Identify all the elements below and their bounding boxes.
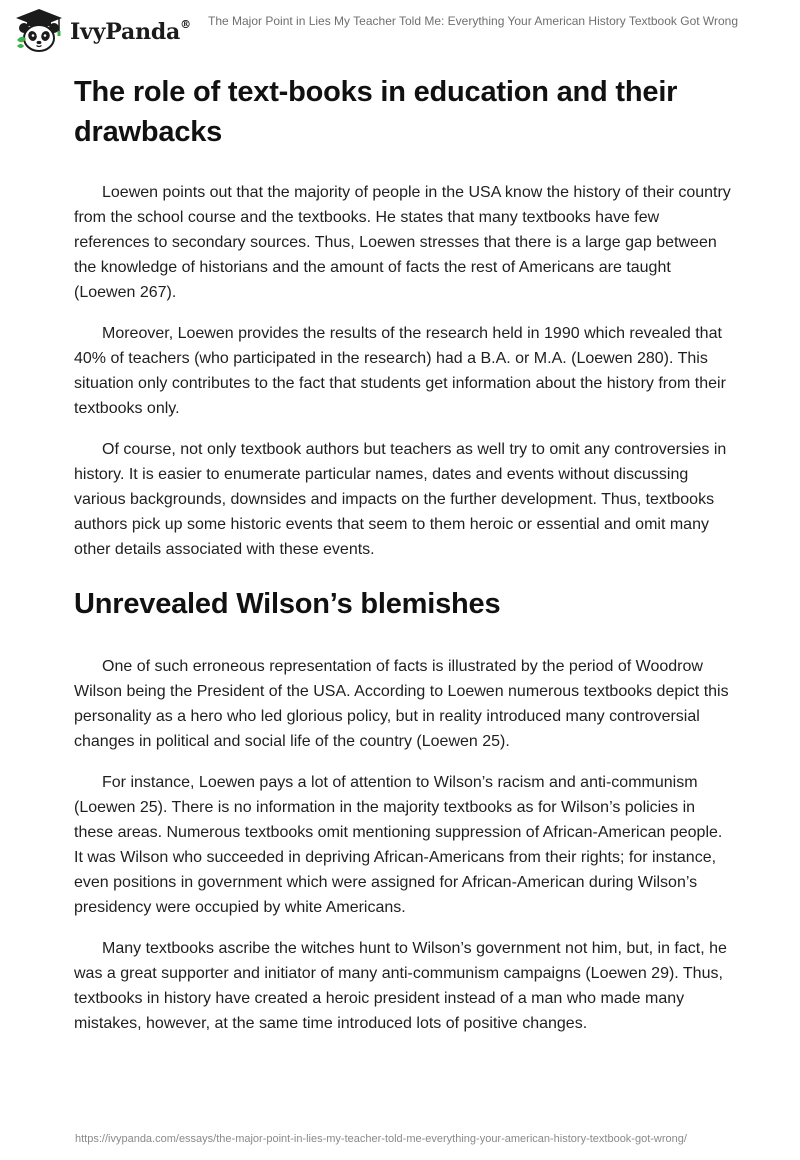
paragraph: For instance, Loewen pays a lot of attention to Wilson’s racism and anti-communism (Loewen 25). There is no information in the majority textbooks as for Wilson’s policies in these areas. Numerous textbooks omit mentioning suppression of African-American people. It was Wilson who succeeded in depriving African-Americans from their rights; for instance, even positions in government which were assigned for African-American during Wilson’s presidency were occupied by white Americans. (74, 774, 723, 916)
registered-mark: ® (180, 17, 191, 31)
brand-name: IvyPanda® (70, 17, 191, 45)
source-url[interactable]: https://ivypanda.com/essays/the-major-point-in-lies-my-teacher-told-me-everything-your-american-history-textbook-got-wrong/ (75, 1133, 687, 1145)
paragraph: Many textbooks ascribe the witches hunt to Wilson’s government not him, but, in fact, he was a great supporter and initiator of many anti-communism campaigns (Loewen 29). Thus, textbooks in history have created a heroic president instead of a man who made many mistakes, however, at the same time introduced lots of positive changes. (74, 940, 727, 1032)
paragraph: Loewen points out that the majority of people in the USA know the history of their country from the school course and the textbooks. He states that many textbooks have few references to secondary sources. Thus, Loewen stresses that there is a large gap between the knowledge of historians and the amount of facts the rest of Americans are taught (Loewen 267). (74, 184, 731, 301)
document-title: The Major Point in Lies My Teacher Told Me: Everything Your American History Textbook Got Wrong (208, 14, 739, 28)
section-heading: The role of text-books in education and their drawbacks (74, 76, 678, 148)
paragraph: One of such erroneous representation of facts is illustrated by the period of Woodrow Wilson being the President of the USA. According to Loewen numerous textbooks depict this personality as a hero who led glorious policy, but in reality introduced many controversial changes in political and social life of the country (Loewen 25). (74, 658, 729, 750)
section-heading: Unrevealed Wilson’s blemishes (74, 588, 501, 620)
article-content (74, 72, 734, 1052)
paragraph: Of course, not only textbook authors but teachers as well try to omit any controversies in history. It is easier to enumerate particular names, dates and events without discussing various backgrounds, downsides and impacts on the further development. Thus, textbooks authors pick up some historic events that seem to them heroic or essential and omit many other details associated with these events. (74, 441, 727, 558)
panda-graduate-icon (14, 8, 64, 54)
page-header (0, 0, 800, 60)
ivypanda-logo[interactable] (14, 8, 191, 54)
paragraph: Moreover, Loewen provides the results of the research held in 1990 which revealed that 40% of teachers (who participated in the research) had a B.A. or M.A. (Loewen 280). This situation only contributes to the fact that students get information about the history from their textbooks only. (74, 325, 726, 417)
